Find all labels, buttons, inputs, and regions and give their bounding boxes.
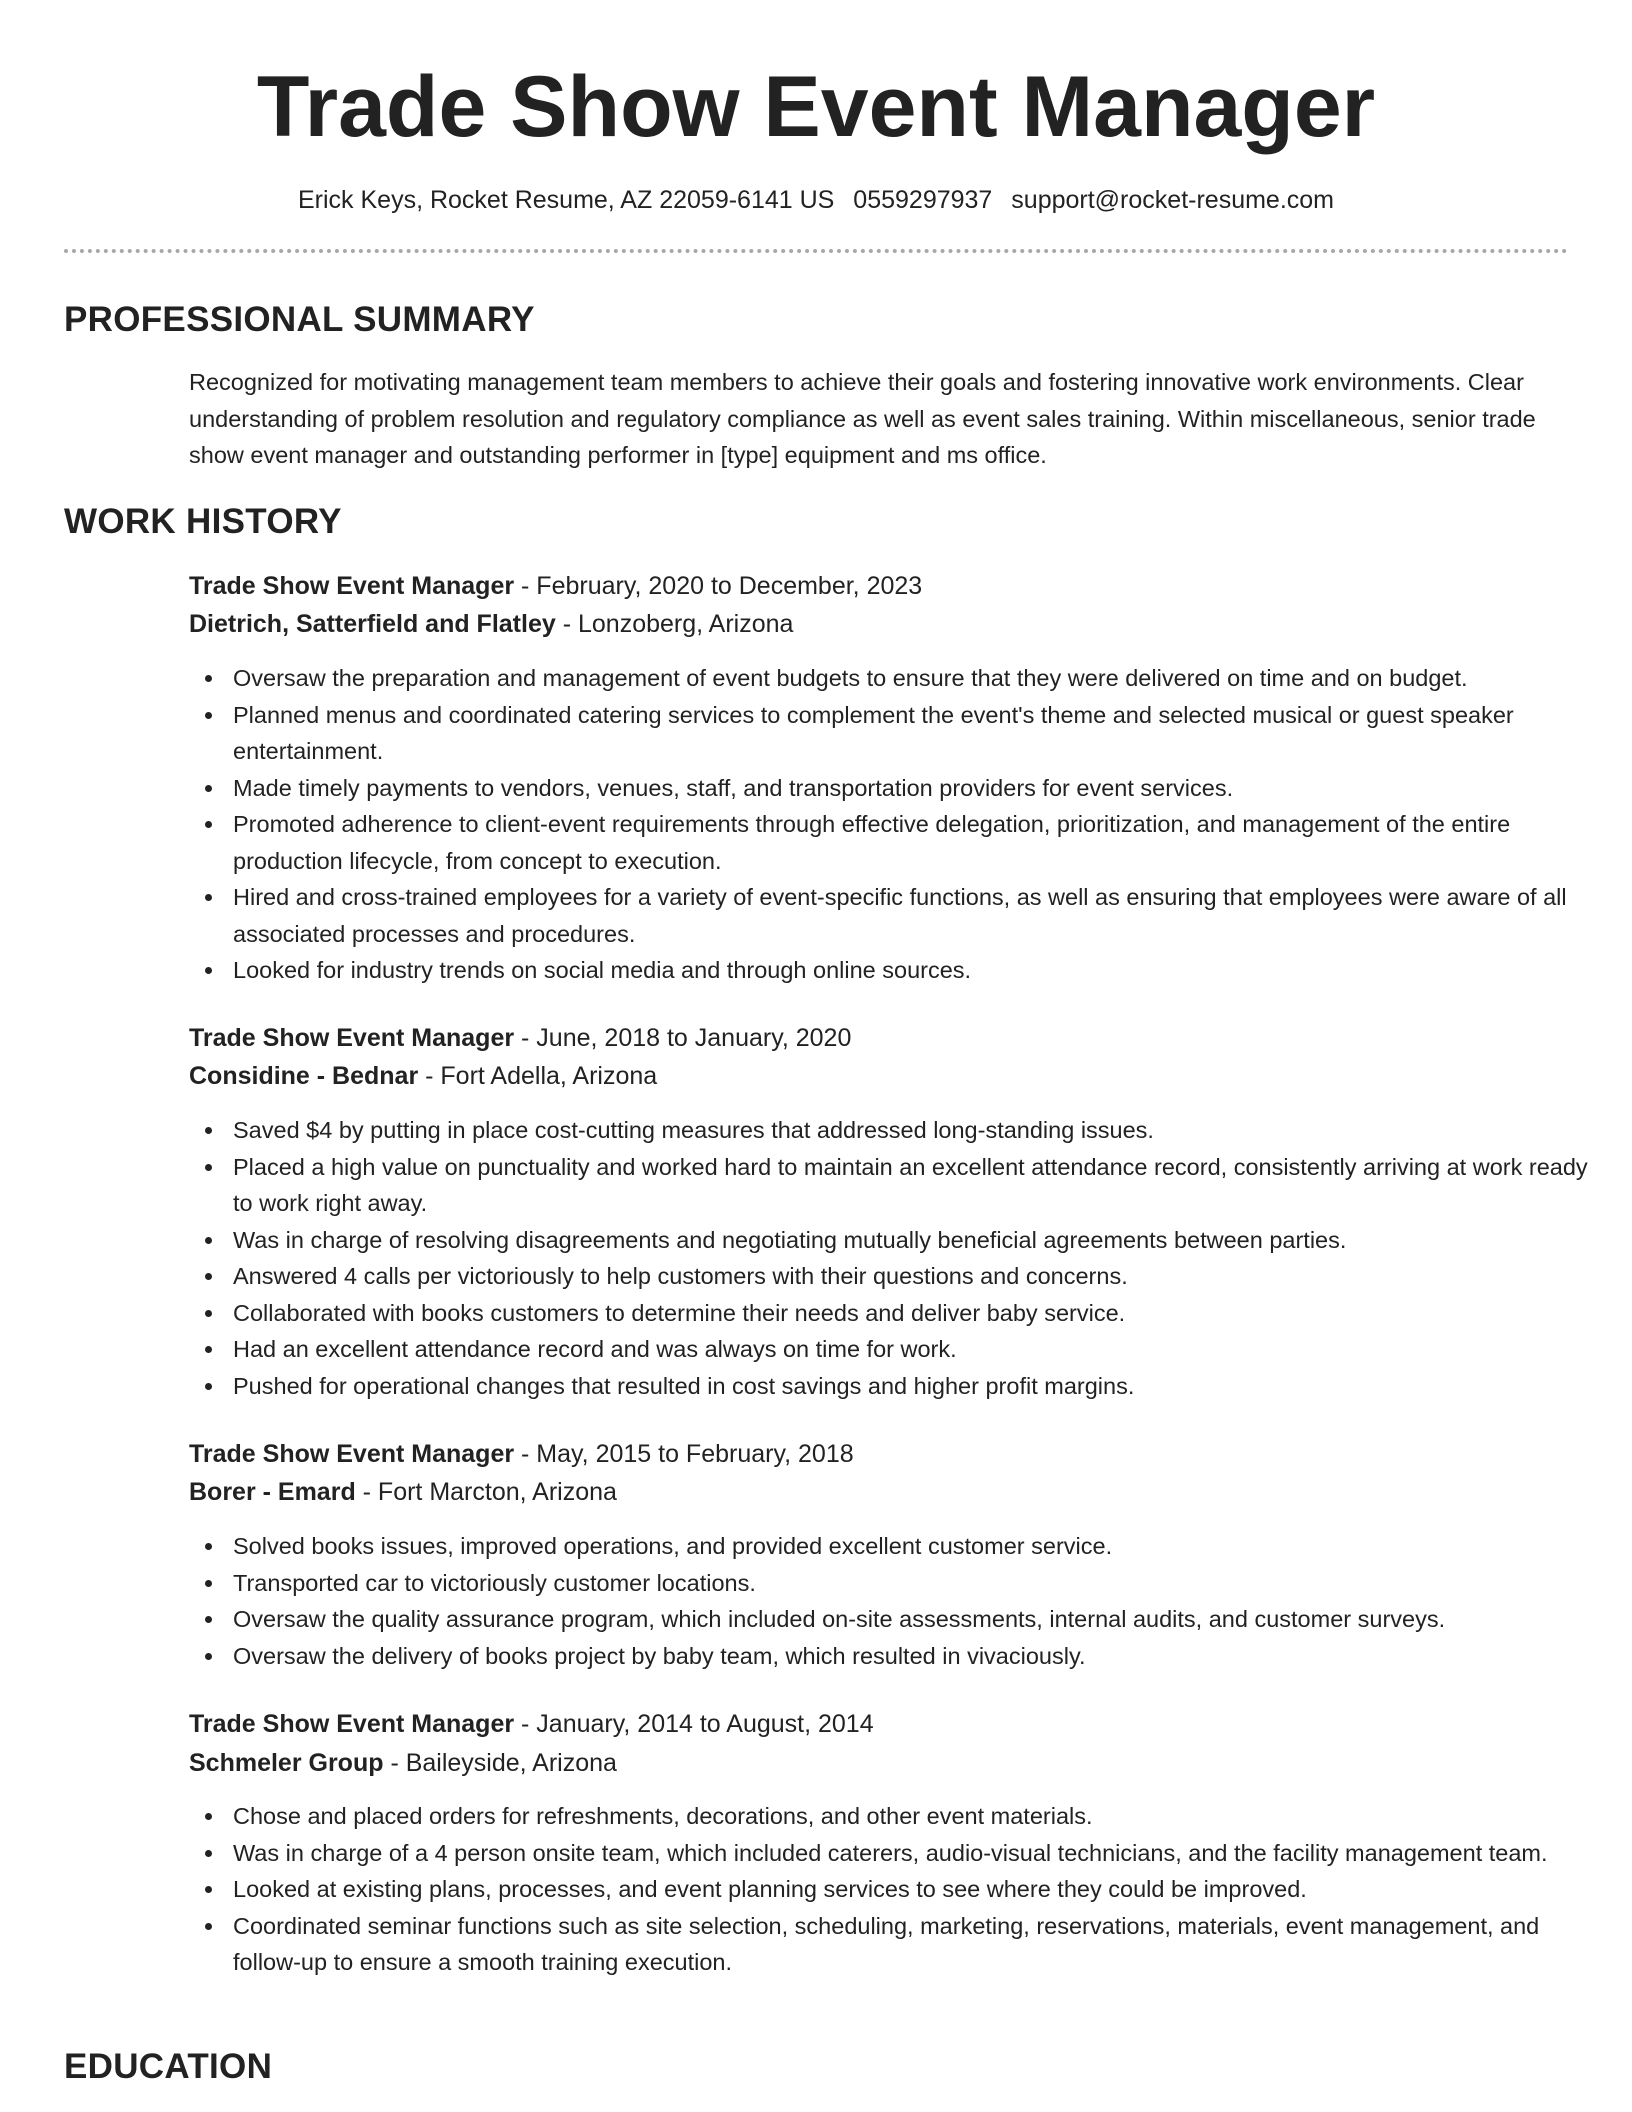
list-item: Solved books issues, improved operations, and provided excellent customer service.: [233, 1528, 1613, 1565]
summary-heading: PROFESSIONAL SUMMARY: [64, 300, 535, 339]
job-title-line: [189, 1436, 854, 1472]
job-title-line: [189, 1020, 851, 1056]
list-item: Hired and cross-trained employees for a variety of event-specific functions, as well as ensuring that employees were aware of all associated processes and procedures.: [233, 879, 1613, 952]
job-company-line: [189, 1745, 617, 1781]
work-history-heading: WORK HISTORY: [64, 502, 342, 541]
job-title: Trade Show Event Manager: [189, 1710, 515, 1738]
list-item: Saved $4 by putting in place cost-cutting measures that addressed long-standing issues.: [233, 1112, 1613, 1149]
job-location: - Baileyside, Arizona: [383, 1749, 617, 1777]
job-company-line: [189, 1058, 657, 1094]
job-title: Trade Show Event Manager: [189, 1440, 515, 1468]
job-bullet-list: [189, 660, 1613, 989]
resume-title: Trade Show Event Manager: [256, 59, 1376, 155]
contact-address: Erick Keys, Rocket Resume, AZ 22059-6141 US: [297, 186, 835, 214]
education-heading: EDUCATION: [64, 2047, 273, 2086]
job-dates: - May, 2015 to February, 2018: [514, 1440, 854, 1468]
job-dates: - February, 2020 to December, 2023: [514, 572, 923, 600]
job-company-line: [189, 1474, 617, 1510]
list-item: Promoted adherence to client-event requirements through effective delegation, prioritization, and management of the entire production lifecycle, from concept to execution.: [233, 806, 1613, 879]
job-company-line: [189, 606, 793, 642]
list-item: Pushed for operational changes that resulted in cost savings and higher profit margins.: [233, 1368, 1613, 1405]
header-divider: [64, 249, 1568, 253]
list-item: Answered 4 calls per victoriously to help customers with their questions and concerns.: [233, 1258, 1613, 1295]
job-dates: - June, 2018 to January, 2020: [514, 1024, 852, 1052]
list-item: Was in charge of a 4 person onsite team, which included caterers, audio-visual technicians, and the facility management team.: [233, 1835, 1613, 1872]
summary-text: Recognized for motivating management team members to achieve their goals and fostering innovative work environments. Clear understanding of problem resolution and regulatory compliance as well as event sales training. Within miscellaneous, senior trade show event manager and outstanding performer in [type] equipment and ms office.: [189, 369, 1536, 468]
job-bullet-list: [189, 1112, 1613, 1404]
list-item: Coordinated seminar functions such as site selection, scheduling, marketing, reservations, materials, event management, and follow-up to ensure a smooth training execution.: [233, 1908, 1613, 1981]
list-item: Planned menus and coordinated catering services to complement the event's theme and selected musical or guest speaker entertainment.: [233, 697, 1613, 770]
job-dates: - January, 2014 to August, 2014: [514, 1710, 874, 1738]
list-item: Made timely payments to vendors, venues, staff, and transportation providers for event services.: [233, 770, 1613, 807]
job-title-line: [189, 568, 922, 604]
job-company: Considine - Bednar: [189, 1062, 419, 1090]
list-item: Oversaw the quality assurance program, which included on-site assessments, internal audits, and customer surveys.: [233, 1601, 1613, 1638]
contact-line: [0, 182, 1632, 218]
job-title: Trade Show Event Manager: [189, 1024, 515, 1052]
list-item: Collaborated with books customers to determine their needs and deliver baby service.: [233, 1295, 1613, 1332]
list-item: Oversaw the delivery of books project by baby team, which resulted in vivaciously.: [233, 1638, 1613, 1675]
job-title: Trade Show Event Manager: [189, 572, 515, 600]
list-item: Placed a high value on punctuality and worked hard to maintain an excellent attendance record, consistently arriving at work ready to work right away.: [233, 1149, 1613, 1222]
contact-phone: 0559297937: [853, 186, 993, 214]
job-location: - Fort Marcton, Arizona: [355, 1478, 617, 1506]
contact-email: support@rocket-resume.com: [1011, 186, 1335, 214]
list-item: Transported car to victoriously customer locations.: [233, 1565, 1613, 1602]
list-item: Oversaw the preparation and management of event budgets to ensure that they were delivered on time and on budget.: [233, 660, 1613, 697]
list-item: Looked for industry trends on social media and through online sources.: [233, 952, 1613, 989]
job-bullet-list: [189, 1528, 1613, 1674]
job-company: Borer - Emard: [189, 1478, 356, 1506]
job-location: - Lonzoberg, Arizona: [555, 610, 794, 638]
list-item: Looked at existing plans, processes, and event planning services to see where they could be improved.: [233, 1871, 1613, 1908]
job-bullet-list: [189, 1798, 1613, 1981]
list-item: Was in charge of resolving disagreements and negotiating mutually beneficial agreements between parties.: [233, 1222, 1613, 1259]
list-item: Had an excellent attendance record and was always on time for work.: [233, 1331, 1613, 1368]
list-item: Chose and placed orders for refreshments, decorations, and other event materials.: [233, 1798, 1613, 1835]
job-location: - Fort Adella, Arizona: [418, 1062, 658, 1090]
job-title-line: [189, 1706, 874, 1742]
job-company: Dietrich, Satterfield and Flatley: [189, 610, 556, 638]
job-company: Schmeler Group: [189, 1749, 384, 1777]
